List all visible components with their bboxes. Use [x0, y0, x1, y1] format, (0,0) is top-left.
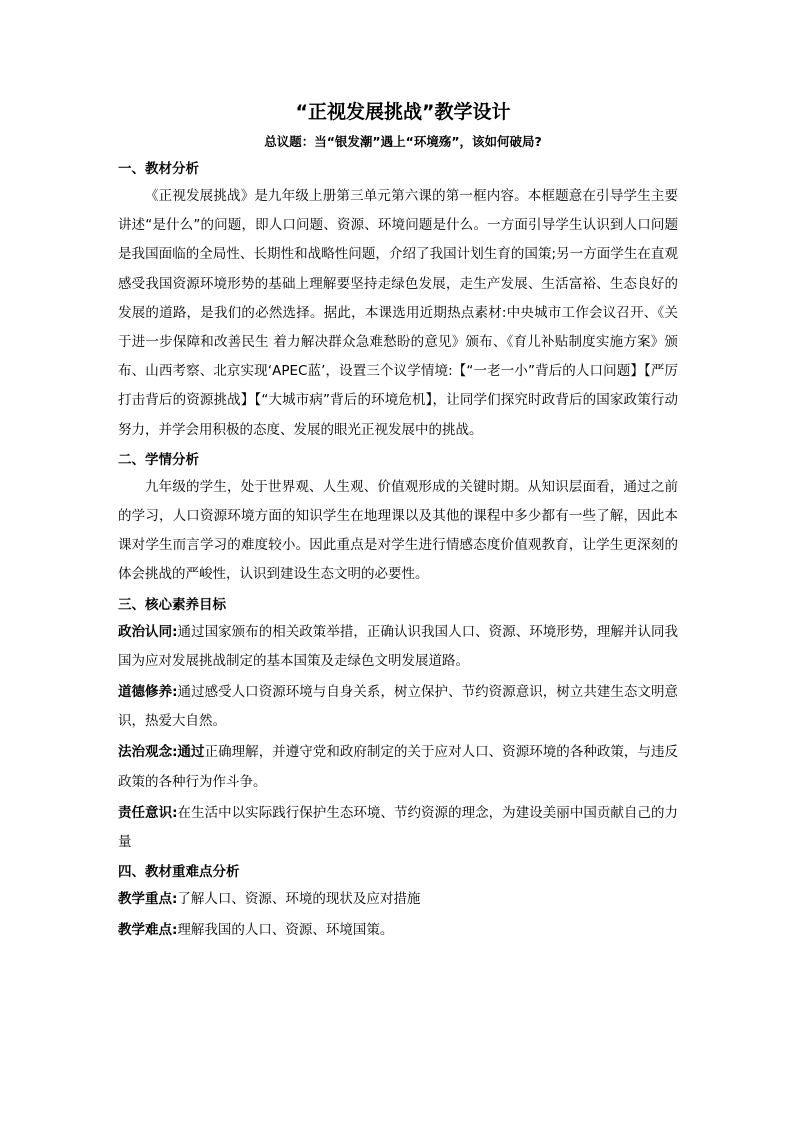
section-paragraph: 《正视发展挑战》是九年级上册第三单元第六课的第一框内容。本框题意在引导学生主要讲述“是什么”的问题，即人口问题、资源、环境问题是什么。一方面引导学生认识到人口问题是我国面临的全局性、长期性和战略性问题，介绍了我国计划生育的国策;另一方面学生在直观感受我国资源环境形势的基础上理解要坚持走绿色发展，走生产发展、生活富裕、生态良好的发展的道路，是我们的必然选择。据此，本课选用近期热点素材:中央城市工作会议召开、《关于进一步保障和改善民生 着力解决群众急难愁盼的意见》颁布、《育儿补贴制度实施方案》颁布、山西考察、北京实现‘APEC蓝’，设置三个议学情境:【“一老一小”背后的人口问题】【严厉打击背后的资源挑战】【“大城市病”背后的环境危机】，让同学们探究时政背后的国家政策行动努力，并学会用积极的态度、发展的眼光正视发展中的挑战。	[118, 188, 678, 438]
section-student-analysis	[118, 447, 678, 590]
section-heading: 三、核心素养目标	[118, 596, 226, 613]
difficult-point-text: 理解我国的人口、资源、环境国策。	[177, 922, 394, 939]
key-point-item	[118, 885, 678, 914]
document-title: “正视发展挑战”教学设计	[295, 101, 511, 123]
difficult-point-term: 教学难点:	[118, 922, 178, 939]
goal-text: 在生活中以实际践行保护生态环境、节约资源的理念，为建设美丽中国贡献自己的力量	[118, 804, 679, 851]
goal-term: 法治观念:通过	[118, 744, 205, 761]
goal-item	[118, 799, 678, 857]
key-point-term: 教学重点:	[118, 891, 178, 908]
goal-item	[118, 738, 678, 796]
section-textbook-analysis	[118, 156, 678, 445]
difficult-point-item	[118, 916, 678, 945]
goal-term: 责任意识:	[118, 804, 178, 821]
section-paragraph: 九年级的学生，处于世界观、人生观、价值观形成的关键时期。从知识层面看，通过之前的学习，人口资源环境方面的知识学生在地理课以及其他的课程中多少都有一些了解，因此本课对学生而言学习的难度较小。因此重点是对学生进行情感态度价值观教育，让学生更深刻的体会挑战的严峻性，认识到建设生态文明的必要性。	[118, 478, 678, 583]
document-subtitle: 总议题：当“银发潮”遇上“环境殇”，该如何破局?	[264, 134, 542, 149]
goal-item	[118, 618, 678, 676]
goal-text: 通过国家颁布的相关政策举措，正确认识我国人口、资源、环境形势，理解并认同我国为应对发展挑战制定的基本国策及走绿色文明发展道路。	[118, 623, 679, 669]
goal-term: 政治认同:	[118, 623, 178, 640]
section-heading: 四、教材重难点分析	[118, 864, 240, 881]
goal-text: 正确理解，并遵守党和政府制定的关于应对人口、资源环境的各种政策，与违反政策的各种行为作斗争。	[118, 744, 678, 790]
key-point-text: 了解人口、资源、环境的现状及应对措施	[177, 891, 421, 908]
goal-item	[118, 678, 678, 736]
section-heading: 二、学情分析	[118, 451, 199, 468]
document-page	[118, 98, 678, 948]
section-key-difficult-points	[118, 859, 678, 945]
goal-text: 通过感受人口资源环境与自身关系，树立保护、节约资源意识，树立共建生态文明意识，热爱大自然。	[118, 684, 679, 730]
section-heading: 一、教材分析	[118, 161, 199, 177]
goal-term: 道德修养:	[118, 684, 178, 701]
section-core-literacy-goals	[118, 592, 678, 858]
